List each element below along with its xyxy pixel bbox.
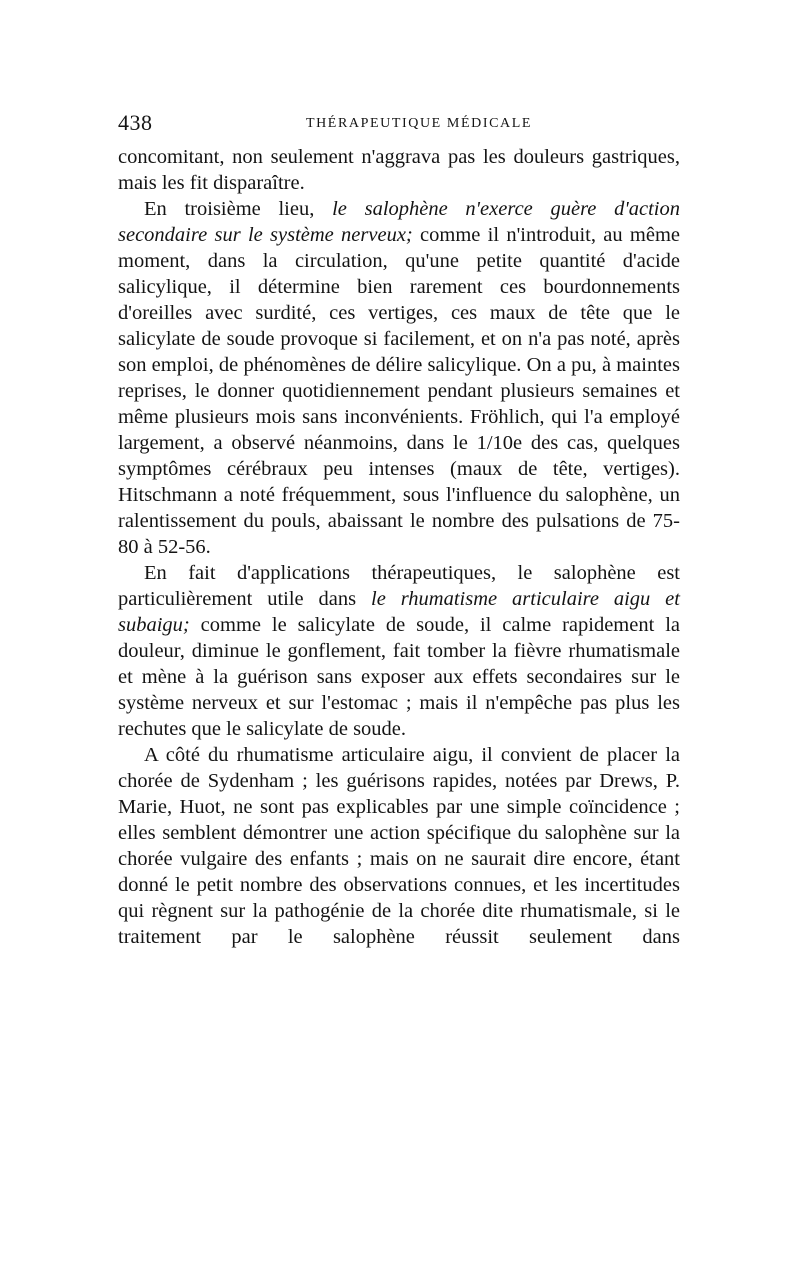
page-number: 438: [118, 110, 153, 135]
paragraph-3: [118, 560, 680, 742]
paragraph-3-italic: le rhumatisme articulaire aigu et subaigu;: [118, 588, 680, 636]
paragraph-4: A côté du rhumatisme articulaire aigu, il convient de placer la chorée de Sydenham ; les guérisons rapides, notées par Drews, P. Marie, Huot, ne sont pas explicables par une simple coïncidence ; elles semblent démontrer une action spécifique du salophène sur la chorée vulgaire des enfants ; mais on ne saurait dire encore, étant donné le petit nombre des observations connues, et les incertitudes qui règnent sur la pathogénie de la chorée dite rhumatismale, si le traitement par le salophène réussit seulement dans: [118, 744, 680, 948]
running-title: THÉRAPEUTIQUE MÉDICALE: [305, 116, 533, 131]
paragraph-3-lead: En fait d'applications thérapeutiques, le salophène est particulièrement utile dans: [118, 562, 680, 610]
paragraph-2: [118, 196, 680, 560]
paragraph-2-italic: le salophène n'exerce guère d'action secondaire sur le système nerveux;: [118, 198, 680, 246]
paragraph-1: concomitant, non seulement n'aggrava pas les douleurs gastriques, mais les fit disparaître.: [118, 146, 680, 194]
book-page: [118, 110, 680, 950]
paragraph-3-rest: comme le salicylate de soude, il calme rapidement la douleur, diminue le gonflement, fait tomber la fièvre rhumatismale et mène à la guérison sans exposer aux effets secondaires sur le système nerveux et sur l'estomac ; mais il n'empêche pas plus les rechutes que le salicylate de soude.: [118, 614, 680, 740]
paragraph-2-lead: En troisième lieu,: [144, 198, 333, 220]
paragraph-2-rest: comme il n'introduit, au même moment, dans la circulation, qu'une petite quantité d'acide salicylique, il détermine bien rarement ces bourdonnements d'oreilles avec surdité, ces vertiges, ces maux de tête que le salicylate de soude provoque si facilement, et on n'a pas noté, après son emploi, de phénomènes de délire salicylique. On a pu, à maintes reprises, le donner quotidiennement pendant plusieurs semaines et même plusieurs mois sans inconvénients. Fröhlich, qui l'a employé largement, a observé néanmoins, dans le 1/10e des cas, quelques symptômes cérébraux peu intenses (maux de tête, vertiges). Hitschmann a noté fréquemment, sous l'influence du salophène, un ralentissement du pouls, abaissant le nombre des pulsations de 75-80 à 52-56.: [118, 224, 680, 558]
page-header: [118, 110, 680, 140]
